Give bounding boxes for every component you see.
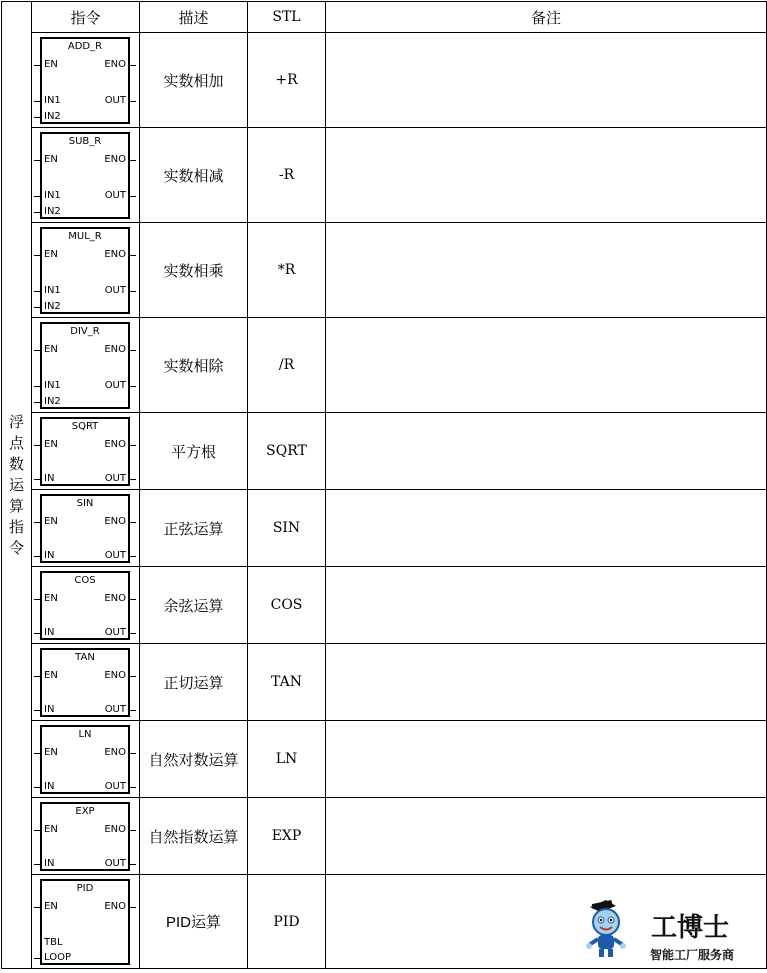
function-block (40, 648, 130, 717)
pin-label: IN (44, 550, 55, 561)
table-row (2, 721, 767, 798)
function-block (40, 322, 130, 409)
block-cell (32, 318, 140, 413)
table-row (2, 128, 767, 223)
mascot-icon (586, 900, 626, 957)
block-cell (32, 644, 140, 721)
block-cell (32, 413, 140, 490)
block-cell (32, 798, 140, 875)
note-cell (326, 33, 767, 128)
pin-line (130, 196, 136, 197)
pin-line (34, 958, 40, 959)
pin-label: ENO (104, 516, 126, 527)
pin-label: IN2 (44, 111, 61, 122)
pin-line (34, 907, 40, 908)
pin-label: ENO (104, 154, 126, 165)
function-block (40, 879, 130, 965)
pin-label: EN (44, 670, 58, 681)
block-name: SIN (76, 498, 94, 509)
stl-cell: SIN (248, 490, 326, 567)
note-cell (326, 490, 767, 567)
table-row (2, 223, 767, 318)
pin-line (34, 291, 40, 292)
header-instr: 指令 (32, 2, 140, 33)
block-cell (32, 875, 140, 969)
category-char: 点 (8, 434, 24, 452)
block-name: COS (74, 575, 96, 586)
pin-line (130, 753, 136, 754)
pin-label: ENO (104, 59, 126, 70)
pin-line (130, 350, 136, 351)
pin-line (34, 522, 40, 523)
pin-line (34, 710, 40, 711)
pin-label: IN (44, 781, 55, 792)
note-cell (326, 318, 767, 413)
pin-label: ENO (104, 824, 126, 835)
stl-cell: COS (248, 567, 326, 644)
pin-line (130, 291, 136, 292)
description-cell: 余弦运算 (140, 567, 248, 644)
header-note: 备注 (326, 2, 767, 33)
pin-line (34, 479, 40, 480)
pin-line (130, 522, 136, 523)
pin-line (34, 65, 40, 66)
pin-label: EN (44, 439, 58, 450)
pin-line (34, 830, 40, 831)
block-cell (32, 721, 140, 798)
description-cell: 实数相减 (140, 128, 248, 223)
pin-label: IN1 (44, 380, 61, 391)
stl-cell: /R (248, 318, 326, 413)
pin-line (34, 386, 40, 387)
pin-line (130, 599, 136, 600)
stl-cell: SQRT (248, 413, 326, 490)
pin-line (130, 65, 136, 66)
pin-line (34, 445, 40, 446)
note-cell (326, 644, 767, 721)
stl-cell: *R (248, 223, 326, 318)
pin-line (130, 787, 136, 788)
pin-label: IN (44, 704, 55, 715)
block-cell (32, 128, 140, 223)
description-cell: 实数相加 (140, 33, 248, 128)
pin-line (130, 556, 136, 557)
block-cell (32, 490, 140, 567)
note-cell (326, 128, 767, 223)
pin-line (34, 676, 40, 677)
note-cell (326, 413, 767, 490)
pin-label: LOOP (44, 952, 71, 963)
pin-line (130, 160, 136, 161)
pin-line (130, 676, 136, 677)
pin-label: OUT (104, 704, 126, 715)
pin-label: EN (44, 747, 58, 758)
header-stl: STL (248, 2, 326, 33)
pin-line (34, 753, 40, 754)
stl-cell: EXP (248, 798, 326, 875)
logo (586, 898, 756, 966)
pin-line (34, 101, 40, 102)
pin-line (34, 787, 40, 788)
pin-label: OUT (104, 380, 126, 391)
pin-line (130, 907, 136, 908)
block-name: SUB_R (68, 136, 102, 147)
table-row (2, 798, 767, 875)
description-cell: 正弦运算 (140, 490, 248, 567)
pin-line (34, 350, 40, 351)
description-cell: 自然对数运算 (140, 721, 248, 798)
pin-label: IN (44, 858, 55, 869)
description-cell: 正切运算 (140, 644, 248, 721)
pin-label: EN (44, 824, 58, 835)
pin-label: ENO (104, 593, 126, 604)
pin-label: EN (44, 344, 58, 355)
logo-brand: 工博士 (650, 913, 730, 943)
table-row (2, 644, 767, 721)
block-name: TAN (75, 652, 95, 663)
pin-label: EN (44, 59, 58, 70)
pin-label: ENO (104, 901, 126, 912)
description-cell: PID运算 (140, 875, 248, 969)
note-cell (326, 721, 767, 798)
table-row (2, 567, 767, 644)
function-block (40, 494, 130, 563)
block-name: EXP (75, 806, 95, 817)
pin-label: OUT (104, 858, 126, 869)
category-char: 运 (8, 476, 24, 494)
instruction-table (1, 1, 767, 969)
description-cell: 平方根 (140, 413, 248, 490)
stl-cell: +R (248, 33, 326, 128)
function-block (40, 571, 130, 640)
block-cell (32, 33, 140, 128)
function-block (40, 417, 130, 486)
pin-line (130, 255, 136, 256)
note-cell (326, 567, 767, 644)
pin-line (130, 864, 136, 865)
pin-line (34, 117, 40, 118)
stl-cell: LN (248, 721, 326, 798)
pin-line (130, 830, 136, 831)
block-cell (32, 567, 140, 644)
block-name: DIV_R (70, 326, 100, 337)
pin-label: OUT (104, 95, 126, 106)
pin-line (130, 633, 136, 634)
note-cell (326, 798, 767, 875)
table-row (2, 33, 767, 128)
pin-label: OUT (104, 285, 126, 296)
pin-label: TBL (44, 937, 63, 948)
description-cell: 实数相乘 (140, 223, 248, 318)
pin-label: IN2 (44, 206, 61, 217)
table-row (2, 490, 767, 567)
pin-line (130, 479, 136, 480)
pin-line (130, 445, 136, 446)
pin-line (130, 386, 136, 387)
header-desc: 描述 (140, 2, 248, 33)
category-char: 数 (8, 455, 24, 473)
pin-label: IN1 (44, 95, 61, 106)
pin-label: ENO (104, 670, 126, 681)
pin-line (34, 212, 40, 213)
pin-label: EN (44, 901, 58, 912)
pin-line (34, 402, 40, 403)
description-cell: 实数相除 (140, 318, 248, 413)
pin-line (130, 101, 136, 102)
pin-label: OUT (104, 550, 126, 561)
block-name: MUL_R (68, 231, 102, 242)
block-name: LN (78, 729, 92, 740)
category-char: 浮 (8, 413, 24, 431)
pin-label: EN (44, 593, 58, 604)
logo-slogan: 智能工厂服务商 (649, 948, 735, 962)
category-cell (2, 2, 32, 969)
block-cell (32, 223, 140, 318)
header-row (2, 2, 767, 33)
note-cell (326, 223, 767, 318)
stl-cell: -R (248, 128, 326, 223)
pin-line (34, 633, 40, 634)
stl-cell: PID (248, 875, 326, 969)
pin-line (34, 864, 40, 865)
pin-line (130, 710, 136, 711)
pin-line (34, 307, 40, 308)
pin-label: EN (44, 516, 58, 527)
pin-label: IN1 (44, 285, 61, 296)
pin-label: IN (44, 627, 55, 638)
pin-label: ENO (104, 249, 126, 260)
pin-label: IN2 (44, 301, 61, 312)
pin-label: ENO (104, 439, 126, 450)
pin-line (34, 196, 40, 197)
pin-label: EN (44, 154, 58, 165)
pin-line (34, 255, 40, 256)
pin-line (34, 160, 40, 161)
pin-label: IN (44, 473, 55, 484)
pin-line (34, 599, 40, 600)
pin-label: OUT (104, 627, 126, 638)
function-block (40, 37, 130, 124)
category-char: 令 (8, 539, 24, 557)
pin-label: ENO (104, 747, 126, 758)
block-name: PID (76, 883, 94, 894)
pin-label: OUT (104, 473, 126, 484)
block-name: SQRT (71, 421, 99, 432)
table-row (2, 413, 767, 490)
table-row (2, 318, 767, 413)
function-block (40, 227, 130, 314)
block-name: ADD_R (67, 41, 103, 52)
pin-label: ENO (104, 344, 126, 355)
pin-label: EN (44, 249, 58, 260)
category-char: 指 (8, 518, 24, 536)
description-cell: 自然指数运算 (140, 798, 248, 875)
function-block (40, 802, 130, 871)
function-block (40, 132, 130, 219)
function-block (40, 725, 130, 794)
pin-label: IN1 (44, 190, 61, 201)
stl-cell: TAN (248, 644, 326, 721)
category-char: 算 (8, 497, 24, 515)
pin-line (34, 556, 40, 557)
pin-label: IN2 (44, 396, 61, 407)
pin-label: OUT (104, 190, 126, 201)
pin-label: OUT (104, 781, 126, 792)
